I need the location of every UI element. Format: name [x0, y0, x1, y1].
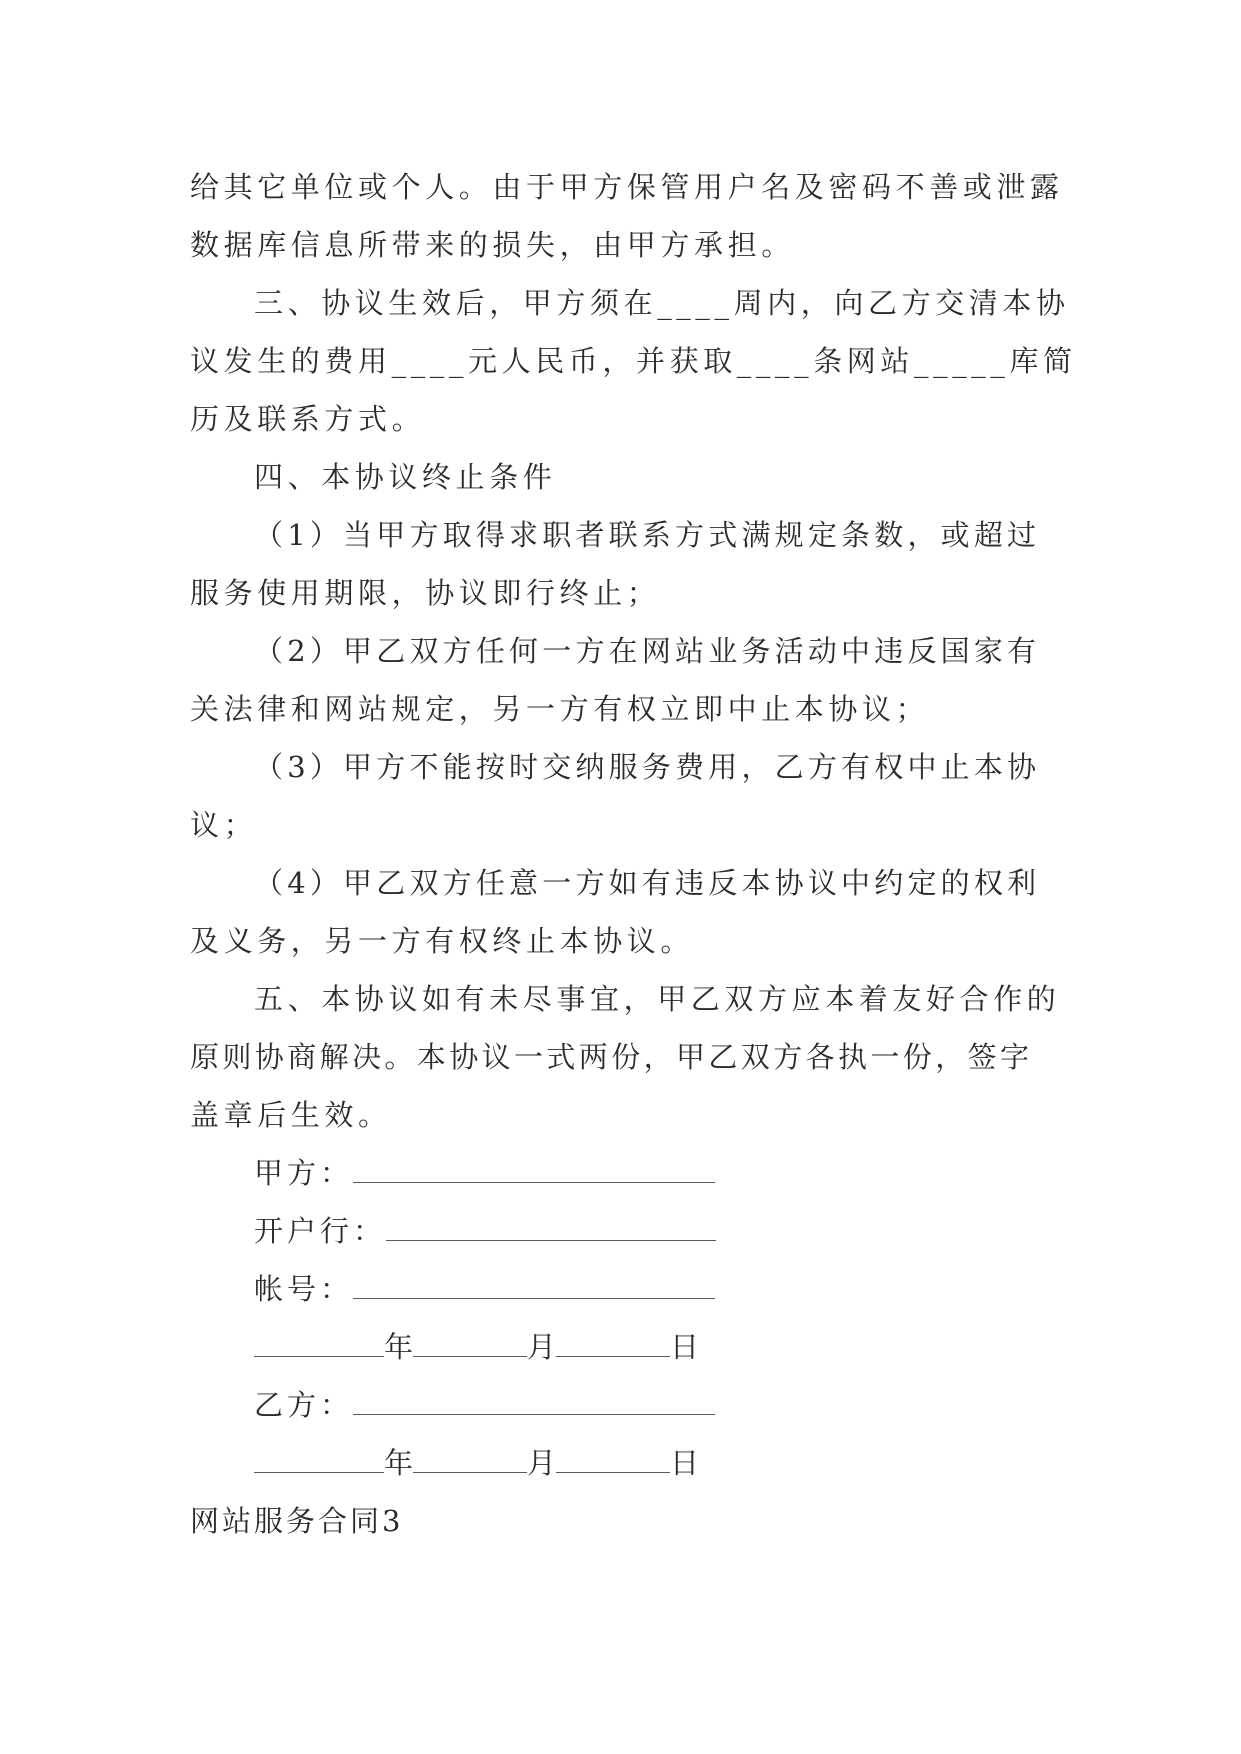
party-a-label: 甲方： [254, 1156, 354, 1190]
account-row [254, 1260, 715, 1318]
party-b-date-row [254, 1434, 699, 1492]
account-label: 帐号： [254, 1272, 354, 1306]
clause-4-item-3: （3）甲方不能按时交纳服务费用，乙方有权中止本协 [254, 750, 1041, 784]
day-label: 日 [670, 1446, 700, 1480]
clause-3-line: 历及联系方式。 [190, 402, 426, 436]
clause-4-item-3: 议； [190, 808, 258, 842]
clause-5-line: 盖章后生效。 [190, 1098, 392, 1132]
month-blank [413, 1434, 527, 1473]
clause-4-item-4: （4）甲乙双方任意一方如有违反本协议中约定的权利 [254, 866, 1041, 900]
clause-5-line: 五、本协议如有未尽事宜，甲乙双方应本着友好合作的 [254, 982, 1061, 1016]
party-a-blank [353, 1144, 715, 1183]
clause-4-item-4: 及义务，另一方有权终止本协议。 [190, 924, 695, 958]
year-blank [254, 1434, 384, 1473]
clause-5-line: 原则协商解决。本协议一式两份，甲乙双方各执一份，签字 [190, 1040, 1033, 1074]
month-label: 月 [527, 1330, 557, 1364]
day-blank [556, 1434, 670, 1473]
party-b-row [254, 1376, 715, 1434]
clause-3-line: 三、协议生效后，甲方须在____周内，向乙方交清本协 [254, 286, 1070, 320]
year-label: 年 [384, 1330, 414, 1364]
month-blank [413, 1318, 527, 1357]
bank-label: 开户行： [254, 1214, 387, 1248]
bank-row [254, 1202, 716, 1260]
party-b-label: 乙方： [254, 1388, 354, 1422]
party-b-blank [353, 1376, 715, 1415]
clause-4-item-2: 关法律和网站规定，另一方有权立即中止本协议； [190, 692, 930, 726]
clause-4-item-2: （2）甲乙双方任何一方在网站业务活动中违反国家有 [254, 634, 1041, 668]
month-label: 月 [527, 1446, 557, 1480]
clause-4-heading: 四、本协议终止条件 [254, 460, 557, 494]
year-blank [254, 1318, 384, 1357]
day-label: 日 [670, 1330, 700, 1364]
day-blank [556, 1318, 670, 1357]
clause-4-item-1: （1）当甲方取得求职者联系方式满规定条数，或超过 [254, 518, 1041, 552]
next-section-title: 网站服务合同3 [190, 1504, 404, 1538]
paragraph-line: 给其它单位或个人。由于甲方保管用户名及密码不善或泄露 [190, 170, 1064, 204]
party-a-date-row [254, 1318, 699, 1376]
party-a-row [254, 1144, 715, 1202]
paragraph-line: 数据库信息所带来的损失，由甲方承担。 [190, 228, 795, 262]
year-label: 年 [384, 1446, 414, 1480]
clause-4-item-1: 服务使用期限，协议即行终止； [190, 576, 661, 610]
bank-blank [386, 1202, 716, 1241]
account-blank [353, 1260, 715, 1299]
clause-3-line: 议发生的费用____元人民币，并获取____条网站_____库简 [190, 344, 1077, 378]
